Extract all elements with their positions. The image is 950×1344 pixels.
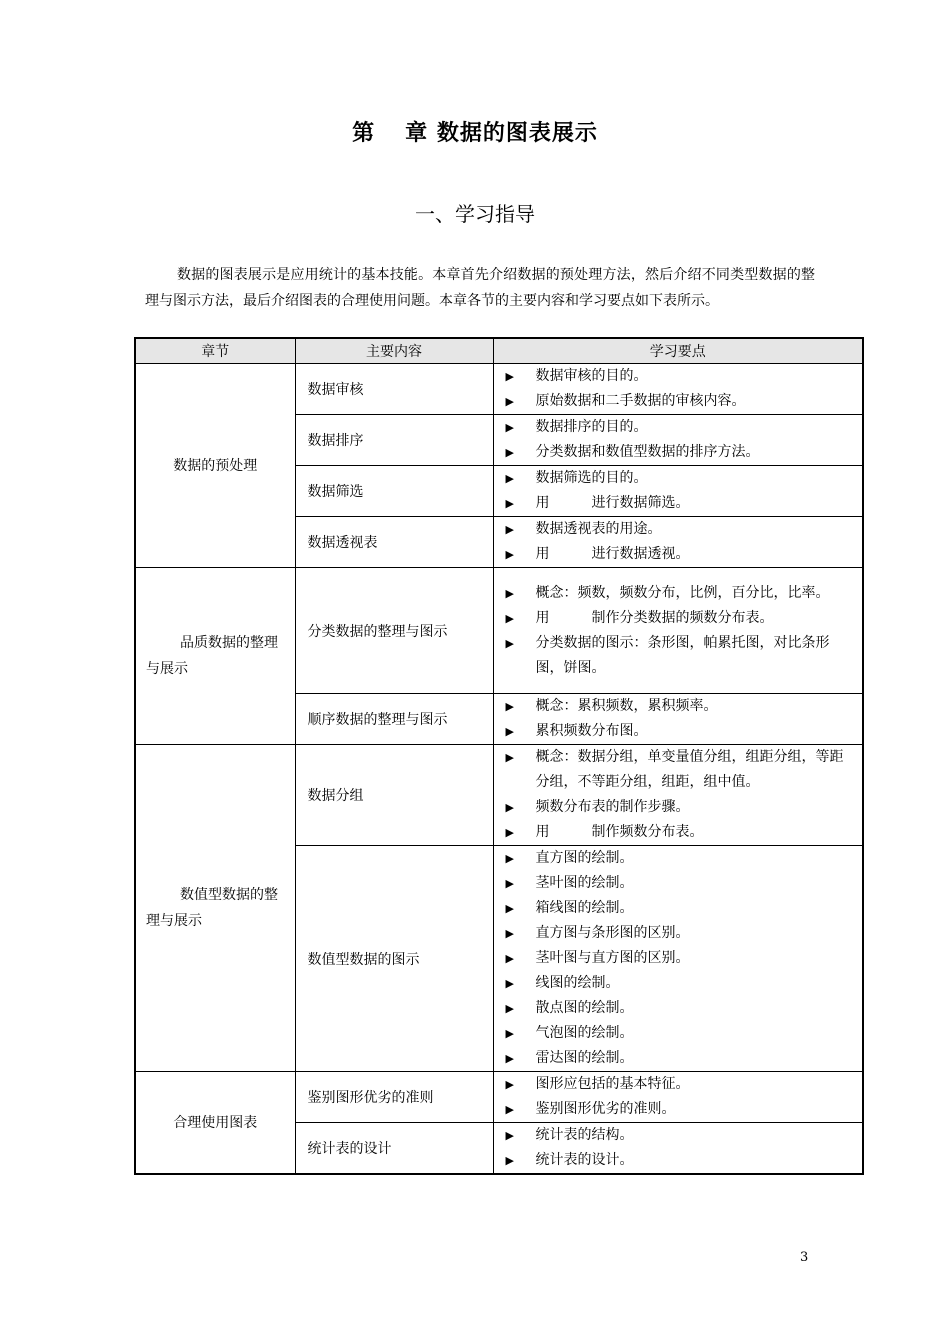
list-item — [506, 1097, 857, 1122]
points-list — [506, 364, 857, 414]
list-item — [506, 415, 857, 440]
point-text: 统计表的设计。 — [535, 1152, 634, 1168]
point-text: 概念：频数，频数分布，比例，百分比，比率。 — [535, 584, 830, 601]
point-text: 数据透视表的用途。 — [535, 521, 662, 537]
points-cell — [493, 517, 863, 568]
header-chapter: 章节 — [135, 338, 295, 364]
bullet-arrow-icon: ▶ — [505, 586, 514, 600]
content-cell: 鉴别图形优劣的准则 — [295, 1072, 493, 1123]
points-list — [506, 846, 857, 1071]
point-text: 数据审核的目的。 — [535, 368, 648, 384]
point-text: 数据排序的目的。 — [535, 419, 648, 435]
list-item — [506, 491, 857, 516]
bullet-arrow-icon: ▶ — [505, 725, 514, 738]
list-item — [506, 1148, 857, 1173]
intro-paragraph: 数据的图表展示是应用统计的基本技能。本章首先介绍数据的预处理方法，然后介绍不同类型数据的整理与图示方法，最后介绍图表的合理使用问题。本章各节的主要内容和学习要点如下表所示。 — [145, 267, 815, 309]
list-item — [506, 440, 857, 465]
points-list — [506, 581, 857, 681]
table-body — [135, 364, 863, 1175]
list-item — [506, 846, 857, 871]
list-item — [506, 745, 857, 795]
list-item — [506, 996, 857, 1021]
header-points: 学习要点 — [493, 338, 863, 364]
content-cell: 分类数据的整理与图示 — [295, 568, 493, 694]
bullet-arrow-icon: ▶ — [505, 497, 514, 510]
table-row — [135, 745, 863, 846]
bullet-arrow-icon: ▶ — [505, 1027, 514, 1040]
list-item — [506, 694, 857, 719]
points-list — [506, 1072, 857, 1122]
content-cell: 数据分组 — [295, 745, 493, 846]
section-title: 一、学习指导 — [415, 202, 535, 226]
bullet-arrow-icon: ▶ — [505, 1154, 514, 1167]
point-text: 茎叶图与直方图的区别。 — [535, 950, 690, 966]
list-item — [506, 581, 857, 606]
point-text: 散点图的绘制。 — [535, 1000, 634, 1016]
list-item — [506, 1046, 857, 1071]
point-text: 累积频数分布图。 — [535, 723, 648, 739]
point-text: 用 制作频数分布表。 — [535, 824, 704, 840]
bullet-arrow-icon: ▶ — [505, 952, 514, 965]
bullet-arrow-icon: ▶ — [505, 611, 514, 625]
content-cell: 统计表的设计 — [295, 1123, 493, 1175]
chapter-title-text: 章 数据的图表展示 — [405, 121, 598, 146]
list-item — [506, 1123, 857, 1148]
table-header-row — [135, 338, 863, 364]
point-text: 直方图的绘制。 — [535, 850, 634, 866]
points-cell — [493, 415, 863, 466]
chapter-title — [0, 116, 950, 147]
chapter-cell: 数据的预处理 — [135, 364, 295, 568]
point-text: 直方图与条形图的区别。 — [535, 925, 690, 941]
bullet-arrow-icon: ▶ — [505, 370, 514, 383]
list-item — [506, 896, 857, 921]
bullet-arrow-icon: ▶ — [505, 1002, 514, 1015]
list-item — [506, 542, 857, 567]
chapter-cell: 合理使用图表 — [135, 1072, 295, 1175]
bullet-arrow-icon: ▶ — [505, 927, 514, 940]
bullet-arrow-icon: ▶ — [505, 801, 514, 814]
point-text: 气泡图的绘制。 — [535, 1025, 634, 1041]
list-item — [506, 795, 857, 820]
points-cell — [493, 1072, 863, 1123]
point-text: 线图的绘制。 — [535, 975, 620, 991]
points-list — [506, 466, 857, 516]
point-text: 雷达图的绘制。 — [535, 1050, 634, 1066]
point-text: 概念：数据分组，单变量值分组，组距分组，等距分组，不等距分组，组距，组中值。 — [535, 749, 844, 790]
bullet-arrow-icon: ▶ — [505, 1103, 514, 1116]
content-cell: 数据筛选 — [295, 466, 493, 517]
bullet-arrow-icon: ▶ — [505, 852, 514, 865]
bullet-arrow-icon: ▶ — [505, 421, 514, 434]
point-text: 箱线图的绘制。 — [535, 900, 634, 916]
point-text: 用 制作分类数据的频数分布表。 — [535, 609, 774, 626]
points-list — [506, 1123, 857, 1173]
header-content: 主要内容 — [295, 338, 493, 364]
content-cell: 数值型数据的图示 — [295, 846, 493, 1072]
bullet-arrow-icon: ▶ — [505, 877, 514, 890]
bullet-arrow-icon: ▶ — [505, 548, 514, 561]
points-cell — [493, 1123, 863, 1175]
list-item — [506, 871, 857, 896]
bullet-arrow-icon: ▶ — [505, 523, 514, 536]
bullet-arrow-icon: ▶ — [505, 1129, 514, 1142]
list-item — [506, 820, 857, 845]
list-item — [506, 921, 857, 946]
content-cell: 数据排序 — [295, 415, 493, 466]
table-row — [135, 364, 863, 415]
points-list — [506, 517, 857, 567]
point-text: 频数分布表的制作步骤。 — [535, 799, 690, 815]
table-row — [135, 568, 863, 694]
bullet-arrow-icon: ▶ — [505, 1052, 514, 1065]
point-text: 图形应包括的基本特征。 — [535, 1076, 690, 1092]
bullet-arrow-icon: ▶ — [505, 395, 514, 408]
point-text: 茎叶图的绘制。 — [535, 875, 634, 891]
list-item — [506, 466, 857, 491]
list-item — [506, 719, 857, 744]
page-number: 3 — [800, 1250, 809, 1265]
point-text: 概念：累积频数，累积频率。 — [535, 698, 718, 714]
list-item — [506, 364, 857, 389]
bullet-arrow-icon: ▶ — [505, 472, 514, 485]
list-item — [506, 517, 857, 542]
points-cell — [493, 745, 863, 846]
chapter-cell: 品质数据的整理与展示 — [135, 568, 295, 745]
points-cell — [493, 694, 863, 745]
bullet-arrow-icon: ▶ — [505, 700, 514, 713]
list-item — [506, 1021, 857, 1046]
points-cell — [493, 568, 863, 694]
bullet-arrow-icon: ▶ — [505, 1078, 514, 1091]
bullet-arrow-icon: ▶ — [505, 977, 514, 990]
point-text: 数据筛选的目的。 — [535, 470, 648, 486]
points-cell — [493, 364, 863, 415]
point-text: 分类数据的图示：条形图，帕累托图，对比条形图，饼图。 — [535, 634, 830, 676]
table-row — [135, 1072, 863, 1123]
list-item — [506, 606, 857, 631]
point-text: 原始数据和二手数据的审核内容。 — [535, 393, 746, 409]
points-list — [506, 415, 857, 465]
point-text: 鉴别图形优劣的准则。 — [535, 1101, 676, 1117]
list-item — [506, 971, 857, 996]
list-item — [506, 389, 857, 414]
bullet-arrow-icon: ▶ — [505, 751, 514, 764]
content-cell: 数据透视表 — [295, 517, 493, 568]
points-list — [506, 745, 857, 845]
points-cell — [493, 466, 863, 517]
list-item — [506, 946, 857, 971]
content-cell: 数据审核 — [295, 364, 493, 415]
point-text: 统计表的结构。 — [535, 1127, 634, 1143]
bullet-arrow-icon: ▶ — [505, 902, 514, 915]
chapter-cell: 数值型数据的整理与展示 — [135, 745, 295, 1072]
list-item — [506, 1072, 857, 1097]
point-text: 分类数据和数值型数据的排序方法。 — [535, 444, 760, 460]
content-cell: 顺序数据的整理与图示 — [295, 694, 493, 745]
list-item — [506, 631, 857, 681]
bullet-arrow-icon: ▶ — [505, 826, 514, 839]
chapter-title-prefix: 第 — [352, 121, 376, 146]
bullet-arrow-icon: ▶ — [505, 446, 514, 459]
point-text: 用 进行数据筛选。 — [535, 495, 690, 511]
points-list — [506, 694, 857, 744]
points-cell — [493, 846, 863, 1072]
study-guide-table — [134, 337, 864, 1175]
point-text: 用 进行数据透视。 — [535, 546, 690, 562]
bullet-arrow-icon: ▶ — [505, 636, 514, 650]
